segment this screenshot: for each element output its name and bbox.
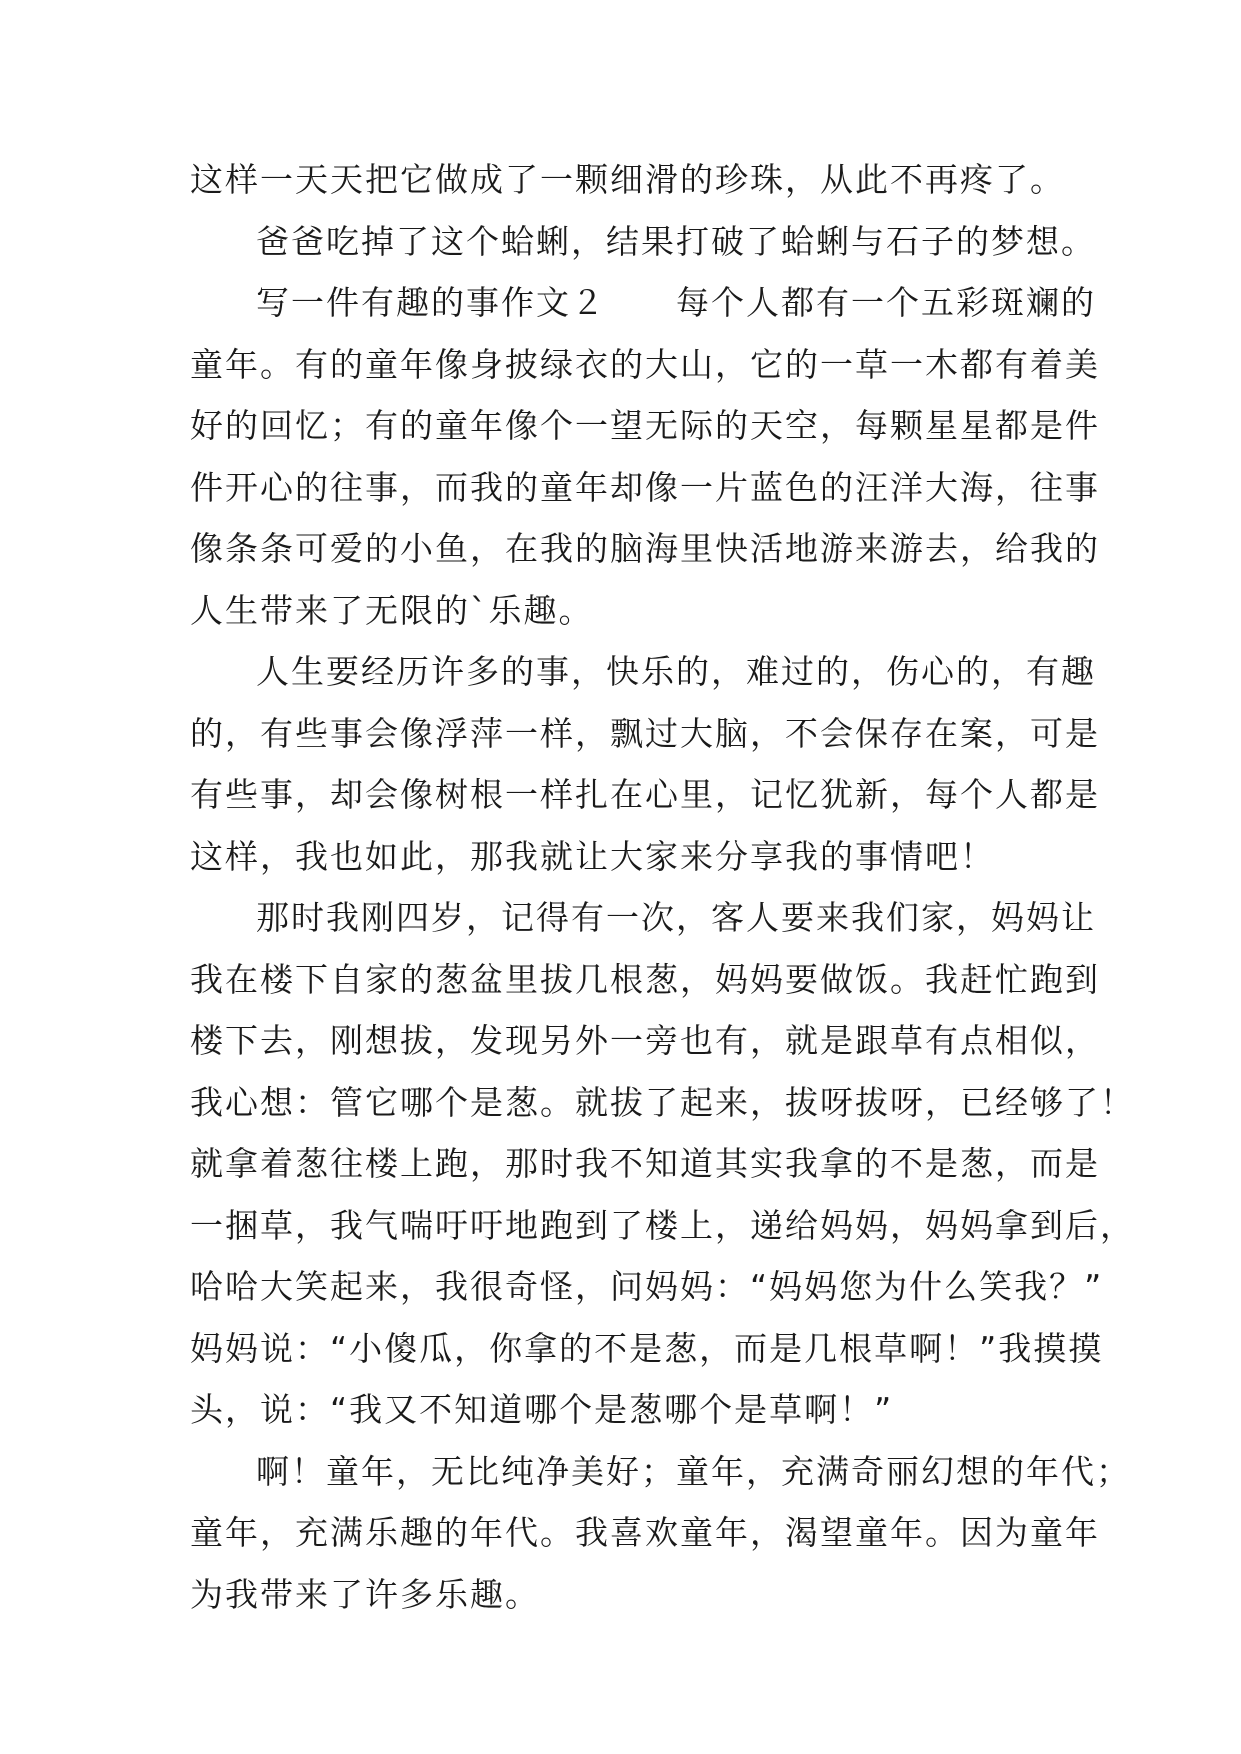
text-line: 这样一天天把它做成了一颗细滑的珍珠，从此不再疼了。 [190, 160, 1065, 199]
text-line: 那时我刚四岁，记得有一次，客人要来我们家，妈妈让 [256, 898, 1096, 937]
text-line: 妈妈说：“小傻瓜，你拿的不是葱，而是几根草啊！”我摸摸 [190, 1328, 1104, 1368]
text-line: 童年，充满乐趣的年代。我喜欢童年，渴望童年。因为童年 [190, 1513, 1100, 1552]
text-line: 我在楼下自家的葱盆里拔几根葱，妈妈要做饭。我赶忙跑到 [190, 959, 1100, 999]
text-line: 有些事，却会像树根一样扎在心里，记忆犹新，每个人都是 [190, 775, 1100, 814]
text-line: 哈哈大笑起来，我很奇怪，问妈妈：“妈妈您为什么笑我？” [190, 1267, 1104, 1306]
text-line: 人生带来了无限的`乐趣。 [190, 590, 594, 630]
text-line: 楼下去，刚想拔，发现另外一旁也有，就是跟草有点相似， [190, 1021, 1100, 1060]
text-line: 啊！童年，无比纯净美好；童年，充满奇丽幻想的年代； [256, 1451, 1131, 1491]
text-line: 一捆草，我气喘吁吁地跑到了楼上，递给妈妈，妈妈拿到后， [190, 1205, 1135, 1245]
text-line: 人生要经历许多的事，快乐的，难过的，伤心的，有趣 [256, 652, 1096, 691]
text-line: 像条条可爱的小鱼，在我的脑海里快活地游来游去，给我的 [190, 529, 1100, 568]
text-line: 我心想：管它哪个是葱。就拔了起来，拔呀拔呀，已经够了！ [190, 1082, 1135, 1122]
text-line: 童年。有的童年像身披绿衣的大山，它的一草一木都有着美 [190, 344, 1100, 384]
text-line: 写一件有趣的事作文２ 每个人都有一个五彩斑斓的 [256, 283, 1096, 322]
text-line: 这样，我也如此，那我就让大家来分享我的事情吧！ [190, 836, 995, 876]
text-line: 爸爸吃掉了这个蛤蜊，结果打破了蛤蜊与石子的梦想。 [256, 221, 1096, 261]
text-line: 就拿着葱往楼上跑，那时我不知道其实我拿的不是葱，而是 [190, 1144, 1100, 1183]
text-line: 头，说：“我又不知道哪个是葱哪个是草啊！” [190, 1390, 894, 1429]
text-line: 件开心的往事，而我的童年却像一片蓝色的汪洋大海，往事 [190, 467, 1100, 507]
text-line: 为我带来了许多乐趣。 [190, 1574, 540, 1614]
document-body [190, 160, 1135, 1636]
text-line: 好的回忆；有的童年像个一望无际的天空，每颗星星都是件 [190, 406, 1100, 445]
text-line: 的，有些事会像浮萍一样，飘过大脑，不会保存在案，可是 [190, 713, 1100, 753]
